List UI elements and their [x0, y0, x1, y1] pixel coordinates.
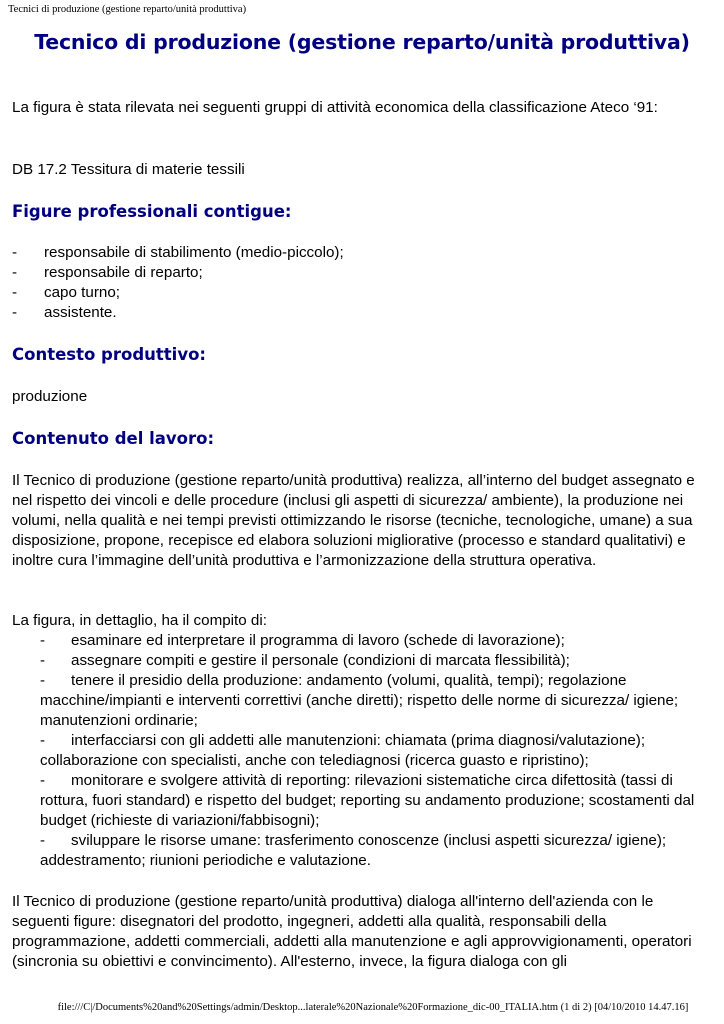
contenuto-paragraph-2: Il Tecnico di produzione (gestione reparto/unità produttiva) dialoga all'interno dell'azienda con le seguenti figure: disegnatori del prodotto, ingegneri, addetti alla qualità, responsabili della programmazione, addetti commerciali, addetti alla manutenzione e agli approvvigionamenti, operatori (sincronia su obiettivi e convincimento). All'esterno, invece, la figura dialoga con gli: [12, 893, 692, 970]
list-item: - monitorare e svolgere attività di reporting: rilevazioni sistematiche circa difettosità (tassi di rottura, fuori standard) e rispetto del budget; reporting su andamento produzione; scostamenti dal budget (richieste di variazioni/fabbisogni);: [40, 772, 695, 829]
contesto-text: produzione: [12, 388, 88, 405]
list-item: - esaminare ed interpretare il programma di lavoro (schede di lavorazione);: [40, 632, 565, 649]
heading-contenuto-lavoro: Contenuto del lavoro:: [12, 429, 215, 448]
contenuto-paragraph-1: Il Tecnico di produzione (gestione reparto/unità produttiva) realizza, all’interno del budget assegnato e nel rispetto dei vincoli e delle procedure (inclusi gli aspetti di sicurezza/ ambiente), la produzione nei volumi, nella qualità e nei tempi previsti ottimizzando le risorse (tecniche, tecnologiche, umane) a sua disposizione, propone, recepisce ed elabora soluzioni migliorative (processo e standard qualitativi) e inoltre cura l’immagine dell’unità produttiva e l’armonizzazione della struttura operativa.: [12, 472, 695, 569]
list-item: - responsabile di stabilimento (medio-piccolo);: [12, 244, 344, 261]
page-title: Tecnico di produzione (gestione reparto/unità produttiva): [34, 30, 690, 54]
dash-bullet: -: [40, 672, 46, 689]
list-item: - assegnare compiti e gestire il personale (condizioni di marcata flessibilità);: [40, 652, 570, 669]
ateco-code: DB 17.2 Tessitura di materie tessili: [12, 161, 245, 178]
dash-bullet: -: [40, 832, 46, 849]
dash-bullet: -: [12, 264, 18, 281]
dash-bullet: -: [40, 652, 46, 669]
list-item: - sviluppare le risorse umane: trasferimento conoscenze (inclusi aspetti sicurezza/ igiene); addestramento; riunioni periodiche e valutazione.: [40, 832, 667, 869]
list-item: - tenere il presidio della produzione: andamento (volumi, qualità, tempi); regolazione macchine/impianti e interventi correttivi (anche diretti); rispetto delle norme di sicurezza/ igiene; manutenzioni ordinarie;: [40, 672, 679, 729]
heading-figure-contigue: Figure professionali contigue:: [12, 202, 292, 221]
dash-bullet: -: [40, 772, 46, 789]
heading-contesto-produttivo: Contesto produttivo:: [12, 345, 207, 364]
browser-print-header: Tecnici di produzione (gestione reparto/unità produttiva): [8, 4, 247, 15]
list-item: - interfacciarsi con gli addetti alle manutenzioni: chiamata (prima diagnosi/valutazione); collaborazione con specialisti, anche con telediagnosi (ricerca guasto e ripristino);: [40, 732, 646, 769]
contigue-list: [12, 243, 712, 323]
dash-bullet: -: [40, 732, 46, 749]
dash-bullet: -: [12, 244, 18, 261]
list-item: - capo turno;: [12, 284, 120, 301]
intro-paragraph: La figura è stata rilevata nei seguenti gruppi di attività economica della classificazione Ateco ‘91:: [12, 99, 658, 116]
dash-bullet: -: [12, 284, 18, 301]
dash-bullet: -: [40, 632, 46, 649]
list-item: - responsabile di reparto;: [12, 264, 203, 281]
tasks-intro: La figura, in dettaglio, ha il compito di:: [12, 612, 267, 629]
tasks-list: [40, 631, 716, 871]
dash-bullet: -: [12, 304, 18, 321]
list-item: - assistente.: [12, 304, 117, 321]
browser-print-footer: file:///C|/Documents%20and%20Settings/admin/Desktop...laterale%20Nazionale%20Formazione_dic-00_ITALIA.htm (1 di 2) [04/10/2010 14.47.16]: [57, 1002, 689, 1013]
